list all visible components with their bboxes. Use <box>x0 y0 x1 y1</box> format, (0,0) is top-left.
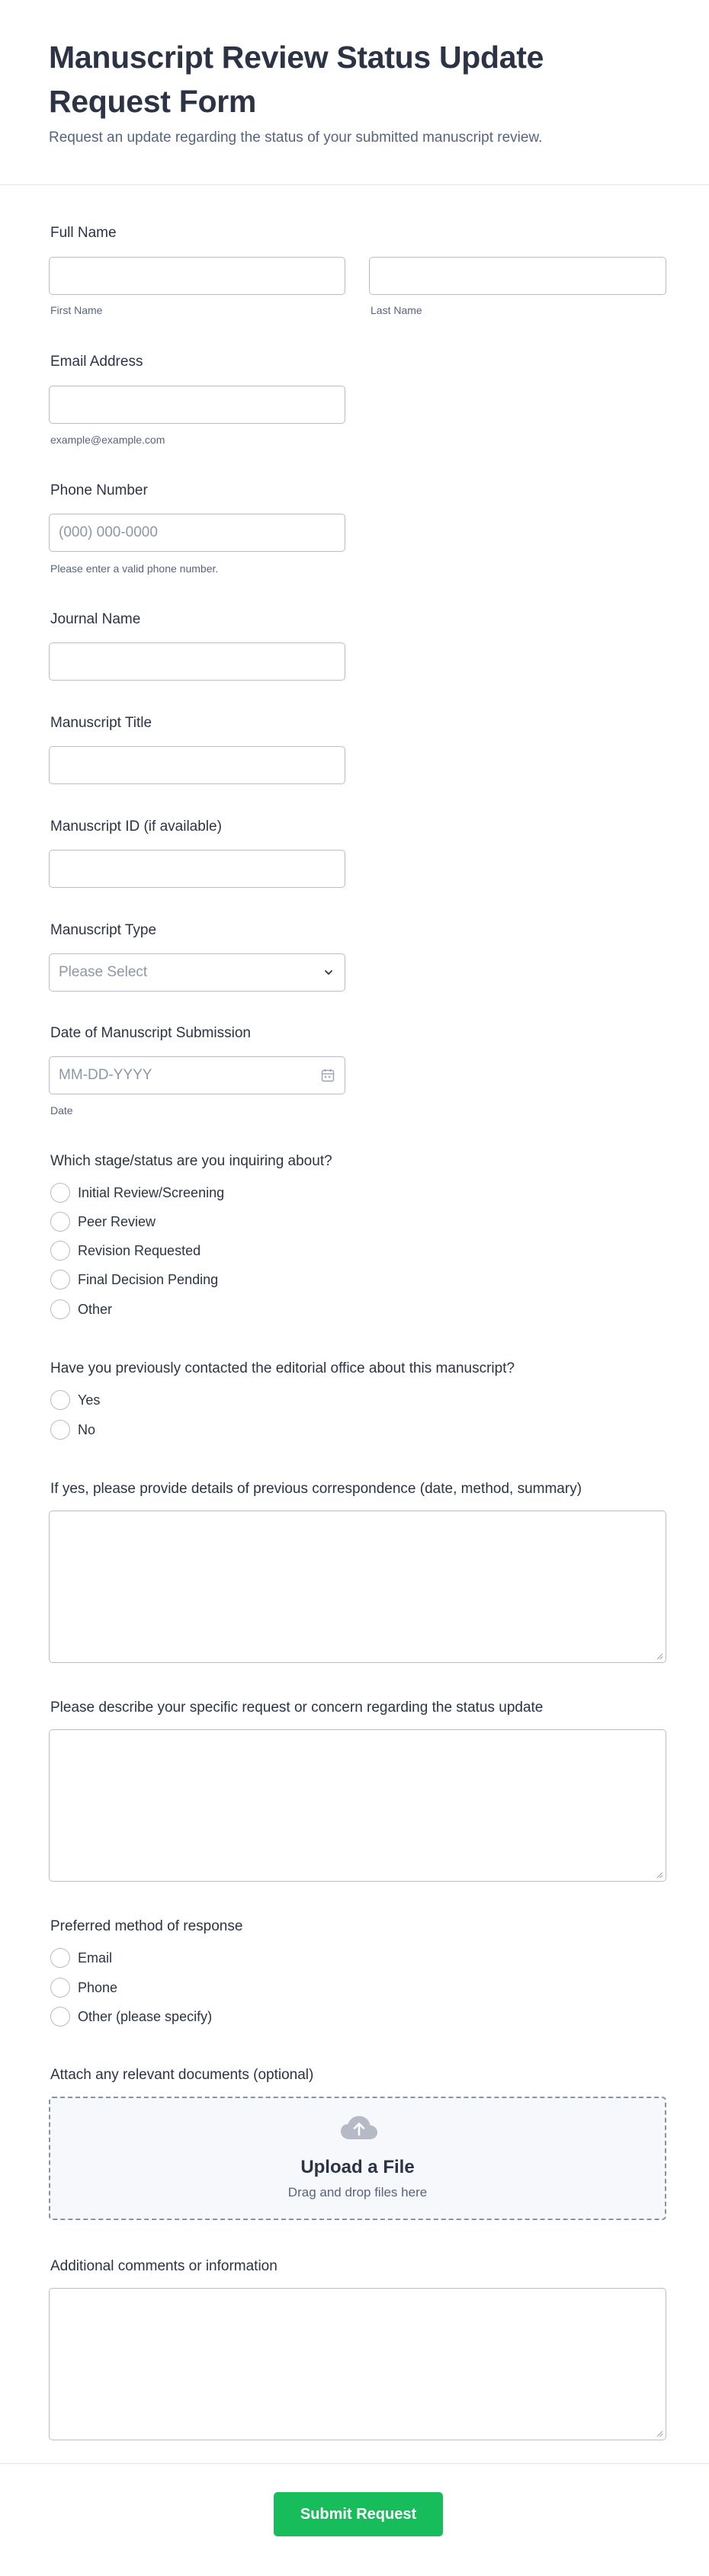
contacted-label: Have you previously contacted the editorial office about this manuscript? <box>50 1360 515 1376</box>
last-name-input[interactable] <box>369 257 666 295</box>
radio-option[interactable] <box>50 1978 117 1998</box>
radio-label: Peer Review <box>78 1213 156 1229</box>
radio-option[interactable] <box>50 1299 112 1319</box>
correspondence-textarea[interactable] <box>49 1511 666 1663</box>
submit-button[interactable]: Submit Request <box>274 2492 443 2536</box>
radio-option[interactable] <box>50 1420 95 1440</box>
comments-label: Additional comments or information <box>50 2258 278 2274</box>
chevron-down-icon <box>322 966 335 979</box>
manuscript-type-label: Manuscript Type <box>50 922 157 938</box>
email-sublabel: example@example.com <box>50 434 165 446</box>
radio-label: Other (please specify) <box>78 2008 213 2024</box>
radio-label: Revision Requested <box>78 1242 201 1258</box>
resize-grip-icon[interactable] <box>656 2430 663 2437</box>
manuscript-title-input[interactable] <box>49 746 345 784</box>
phone-input[interactable] <box>49 514 345 552</box>
request-label: Please describe your specific request or concern regarding the status update <box>50 1700 544 1716</box>
radio-label: Yes <box>78 1392 101 1408</box>
radio-label: Other <box>78 1301 113 1317</box>
resize-grip-icon[interactable] <box>656 1653 663 1660</box>
radio-option[interactable] <box>50 1241 201 1261</box>
full-name-label: Full Name <box>50 225 117 241</box>
file-upload-dropzone[interactable] <box>49 2097 666 2220</box>
radio-circle[interactable] <box>50 1390 70 1410</box>
phone-label: Phone Number <box>50 482 148 498</box>
cloud-upload-icon <box>340 2115 378 2141</box>
radio-circle[interactable] <box>50 1948 70 1968</box>
form-header <box>0 0 709 185</box>
radio-circle[interactable] <box>50 1420 70 1440</box>
radio-circle[interactable] <box>50 1212 70 1232</box>
manuscript-type-select[interactable] <box>49 953 345 992</box>
radio-label: Phone <box>78 1979 118 1995</box>
manuscript-title-label: Manuscript Title <box>50 715 152 731</box>
radio-label: Email <box>78 1950 113 1966</box>
submission-date-sublabel: Date <box>50 1104 73 1117</box>
manuscript-type-selected: Please Select <box>59 964 148 980</box>
upload-title: Upload a File <box>300 2157 415 2177</box>
response-method-label: Preferred method of response <box>50 1918 243 1934</box>
upload-subtitle: Drag and drop files here <box>287 2185 428 2200</box>
radio-option[interactable] <box>50 1948 112 1968</box>
journal-label: Journal Name <box>50 611 141 627</box>
submission-date-label: Date of Manuscript Submission <box>50 1025 251 1041</box>
radio-option[interactable] <box>50 2007 212 2027</box>
page-title: Manuscript Review Status Update Request Form <box>49 40 544 119</box>
email-input[interactable] <box>49 386 345 424</box>
submission-date-input[interactable] <box>49 1056 345 1094</box>
radio-circle[interactable] <box>50 1241 70 1261</box>
radio-label: Initial Review/Screening <box>78 1184 225 1200</box>
submission-date-placeholder: MM-DD-YYYY <box>59 1067 152 1083</box>
manuscript-id-label: Manuscript ID (if available) <box>50 819 222 835</box>
journal-input[interactable] <box>49 642 345 681</box>
calendar-icon[interactable] <box>320 1068 335 1083</box>
first-name-sublabel: First Name <box>50 304 103 316</box>
last-name-sublabel: Last Name <box>371 304 422 316</box>
request-textarea[interactable] <box>49 1729 666 1882</box>
manuscript-id-input[interactable] <box>49 850 345 888</box>
radio-circle[interactable] <box>50 1299 70 1319</box>
phone-sublabel: Please enter a valid phone number. <box>50 562 219 575</box>
form-footer <box>0 2463 709 2576</box>
radio-circle[interactable] <box>50 2007 70 2027</box>
phone-placeholder: (000) 000-0000 <box>59 524 158 540</box>
radio-option[interactable] <box>50 1212 156 1232</box>
radio-option[interactable] <box>50 1270 218 1290</box>
radio-label: Final Decision Pending <box>78 1271 219 1287</box>
radio-label: No <box>78 1421 96 1437</box>
radio-option[interactable] <box>50 1390 100 1410</box>
resize-grip-icon[interactable] <box>656 1872 663 1879</box>
page-subtitle: Request an update regarding the status of your submitted manuscript review. <box>49 130 543 146</box>
email-label: Email Address <box>50 354 143 370</box>
stage-label: Which stage/status are you inquiring about? <box>50 1153 332 1169</box>
radio-circle[interactable] <box>50 1270 70 1290</box>
correspondence-label: If yes, please provide details of previous correspondence (date, method, summary) <box>50 1481 582 1497</box>
comments-textarea[interactable] <box>49 2288 666 2440</box>
radio-circle[interactable] <box>50 1183 70 1203</box>
radio-circle[interactable] <box>50 1978 70 1998</box>
radio-option[interactable] <box>50 1183 224 1203</box>
first-name-input[interactable] <box>49 257 345 295</box>
attach-label: Attach any relevant documents (optional) <box>50 2067 314 2083</box>
